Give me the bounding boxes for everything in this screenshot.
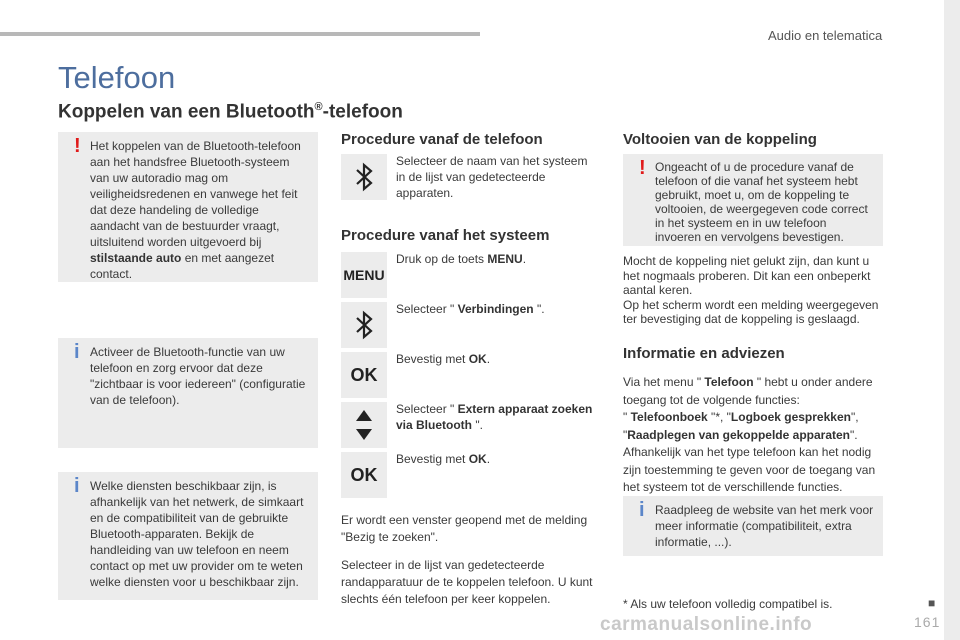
bluetooth-icon	[351, 310, 377, 340]
side-strip	[944, 0, 960, 640]
ok-key-box	[341, 352, 387, 398]
select-device-text: Selecteer in de lijst van gedetecteerde randapparatuur de te koppelen telefoon. U kunt slechts één telefoon per keer koppelen.	[341, 558, 593, 606]
footnote: * Als uw telefoon volledig compatibel is.	[623, 597, 833, 611]
page-title: Telefoon	[58, 60, 176, 95]
heading-procedure-system: Procedure vanaf het systeem	[341, 227, 550, 244]
info-note-text: Raadpleeg de website van het merk voor meer informatie (compatibiliteit, extra informatie, ...).	[655, 503, 874, 549]
warning-icon: !	[74, 135, 81, 157]
warning-note-code	[623, 154, 883, 246]
up-down-arrows-icon	[352, 407, 376, 443]
bluetooth-icon-box	[341, 154, 387, 200]
step-1-text: Druk op de toets MENU.	[396, 252, 527, 266]
ok-key-icon: OK	[350, 464, 378, 485]
bluetooth-icon	[351, 162, 377, 192]
menu-key-box	[341, 252, 387, 298]
info-paragraph: Via het menu " Telefoon " hebt u onder andere toegang tot de volgende functies: " Telefoonboek "*, "Logboek gesprekken", "Raadplegen van gekoppelde apparaten". Afhankelijk van het type telefoon kan het nodig zijn toestemming te geven voor de toegang van het systeem tot de verschillende functies.	[623, 375, 876, 494]
ok-key-box	[341, 452, 387, 498]
heading-complete-pairing: Voltooien van de koppeling	[623, 131, 817, 148]
step-4-text: Selecteer " Extern apparaat zoeken via Bluetooth ".	[396, 402, 593, 432]
heading-procedure-phone: Procedure vanaf de telefoon	[341, 131, 543, 148]
info-note-text: Activeer de Bluetooth-functie van uw telefoon en zorg ervoor dat deze "zichtbaar is voor iedereen" (configuratie van de telefoon).	[90, 345, 306, 407]
watermark: carmanualsonline.info	[600, 614, 813, 635]
warning-note-text: Het koppelen van de Bluetooth-telefoon aan het handsfree Bluetooth-systeem van uw autoradio mag om veiligheidsredenen en vanwege het feit dat deze handeling de volledige aandacht van de bestuurder vraagt, uitsluitend worden uitgevoerd bij stilstaande auto en met aangezet contact.	[90, 139, 301, 281]
step-3-text: Bevestig met OK.	[396, 352, 491, 366]
search-message-text: Er wordt een venster geopend met de melding "Bezig te zoeken".	[341, 513, 588, 544]
heading-info-advice: Informatie en adviezen	[623, 345, 785, 362]
retry-paragraph: Mocht de koppeling niet gelukt zijn, dan kunt u het nogmaals proberen. Dit kan een onbeperkt aantal keren. Op het scherm wordt een melding weergegeven ter bevestiging dat de koppeling is geslaagd.	[623, 254, 879, 326]
page-marker: ■	[928, 596, 936, 610]
menu-key-icon: MENU	[343, 267, 385, 283]
info-note-website	[623, 496, 883, 556]
info-icon: i	[74, 475, 80, 497]
arrows-key-box	[341, 402, 387, 448]
main-subtitle: Koppelen van een Bluetooth®-telefoon	[58, 101, 403, 123]
info-icon: i	[74, 341, 80, 363]
warning-note-pairing	[58, 132, 318, 282]
section-header: Audio en telematica	[768, 28, 883, 43]
step-2-text: Selecteer " Verbindingen ".	[396, 302, 545, 316]
warning-note-text: Ongeacht of u de procedure vanaf de telefoon of die vanaf het systeem hebt gebruikt, moet u, om de koppeling te voltooien, de weergegeven code correct in het systeem en in uw telefoon invoeren en vervolgens bevestigen.	[655, 160, 868, 244]
header-rule	[0, 32, 480, 36]
info-note-text: Welke diensten beschikbaar zijn, is afhankelijk van het netwerk, de simkaart en de compatibiliteit van de gebruikte Bluetooth-apparaten. Bekijk de handleiding van uw telefoon en neem contact op met uw provider om te weten welke diensten voor u beschikbaar zijn.	[90, 479, 304, 589]
info-note-services	[58, 472, 318, 600]
info-icon: i	[639, 499, 645, 521]
bluetooth-icon-box	[341, 302, 387, 348]
step-5-text: Bevestig met OK.	[396, 452, 491, 466]
step-phone-text: Selecteer de naam van het systeem in de lijst van gedetecteerde apparaten.	[396, 154, 588, 200]
page-number: 161	[914, 614, 941, 630]
ok-key-icon: OK	[350, 364, 378, 385]
info-note-bluetooth	[58, 338, 318, 448]
warning-icon: !	[639, 157, 646, 179]
